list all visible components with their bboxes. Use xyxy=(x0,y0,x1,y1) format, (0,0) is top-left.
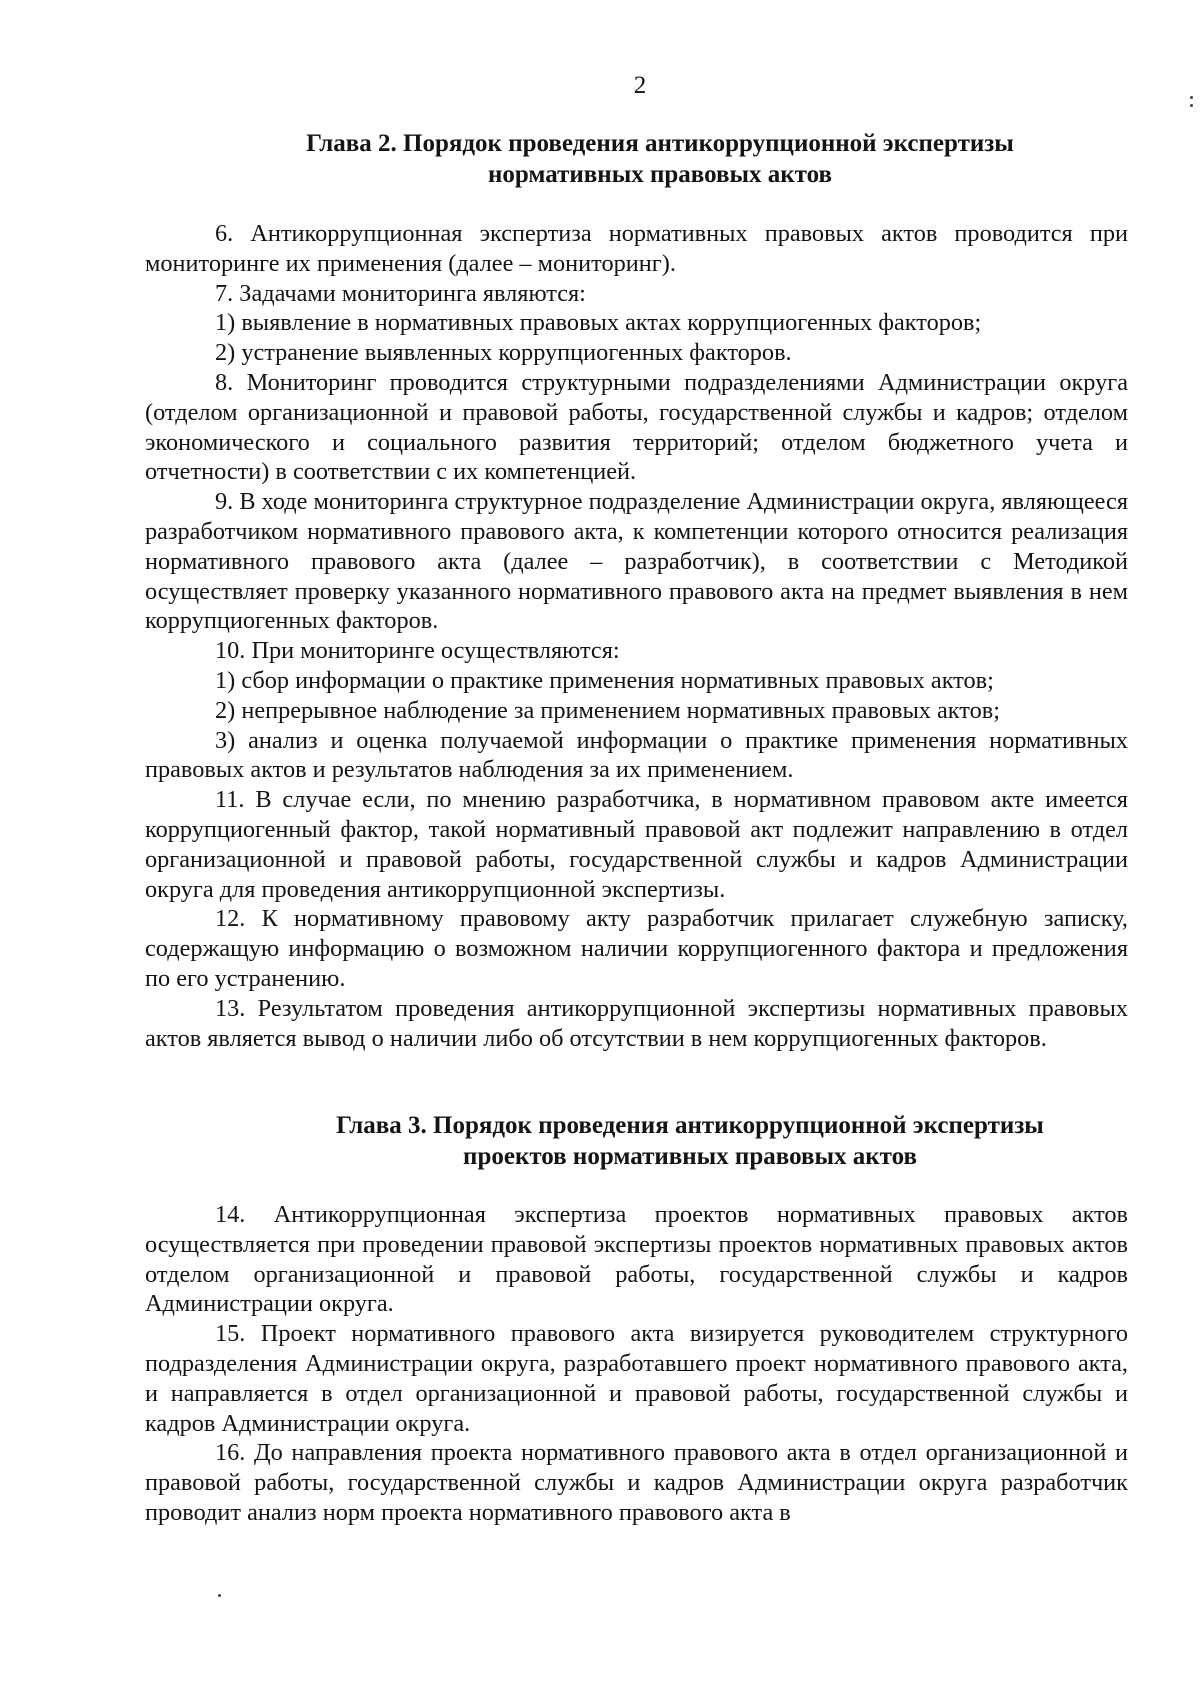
chapter-3-heading xyxy=(190,1110,1190,1172)
paragraph-7-item-1: 1) выявление в нормативных правовых актах коррупциогенных факторов; xyxy=(215,309,982,337)
chapter-2-title-line-1: Глава 2. Порядок проведения антикоррупционной экспертизы xyxy=(306,130,1014,157)
page-number: 2 xyxy=(633,72,647,99)
paragraph-12: 12. К нормативному правовому акту разработчик прилагает служебную записку, содержащую информацию о возможном наличии коррупциогенного фактора и предложения по его устранению. xyxy=(145,905,1128,992)
paragraph-7-item-2: 2) устранение выявленных коррупциогенных факторов. xyxy=(215,339,792,367)
paragraph-15: 15. Проект нормативного правового акта визируется руководителем структурного подразделения Администрации округа, разработавшего проект нормативного правового акта, и направляется в отдел организационной и правовой работы, государственной службы и кадров Администрации округа. xyxy=(145,1320,1128,1437)
paragraph-10: 10. При мониторинге осуществляются: xyxy=(215,637,620,665)
paragraph-10-item-2: 2) непрерывное наблюдение за применением нормативных правовых актов; xyxy=(215,696,1000,724)
chapter-3-title-line-1: Глава 3. Порядок проведения антикоррупционной экспертизы xyxy=(336,1112,1044,1139)
paragraph-10-item-1: 1) сбор информации о практике применения нормативных правовых актов; xyxy=(215,666,994,694)
paragraph-13: 13. Результатом проведения антикоррупционной экспертизы нормативных правовых актов является вывод о наличии либо об отсутствии в нем коррупциогенных факторов. xyxy=(145,994,1128,1052)
paragraph-11: 11. В случае если, по мнению разработчика, в нормативном правовом акте имеется коррупциогенный фактор, такой нормативный правовой акт подлежит направлению в отдел организационной и правовой работы, государственной службы и кадров Администрации округа для проведения антикоррупционной экспертизы. xyxy=(145,786,1128,903)
scan-speck-mark xyxy=(218,1594,221,1597)
paragraph-7: 7. Задачами мониторинга являются: xyxy=(215,279,586,307)
paragraph-10-item-3: 3) анализ и оценка получаемой информации о практике применения нормативных правовых актов и результатов наблюдения за их применением. xyxy=(145,726,1128,784)
scan-speck-mark xyxy=(1190,104,1193,107)
paragraph-6: 6. Антикоррупционная экспертиза нормативных правовых актов проводится при мониторинге их применения (далее – мониторинг). xyxy=(145,220,1128,277)
chapter-2-body xyxy=(145,219,1128,1053)
paragraph-8: 8. Мониторинг проводится структурными подразделениями Администрации округа (отделом организационной и правовой работы, государственной службы и кадров; отделом экономического и социального развития территорий; отделом бюджетного учета и отчетности) в соответствии с их компетенцией. xyxy=(145,368,1128,486)
chapter-2-title-line-2: нормативных правовых актов xyxy=(487,161,833,188)
chapter-3-title-line-2: проектов нормативных правовых актов xyxy=(463,1143,917,1170)
paragraph-14: 14. Антикоррупционная экспертиза проектов нормативных правовых актов осуществляется при проведении правовой экспертизы проектов нормативных правовых актов отделом организационной и правовой работы, государственной службы и кадров Администрации округа. xyxy=(145,1201,1128,1318)
chapter-3-body xyxy=(145,1200,1128,1528)
paragraph-16: 16. До направления проекта нормативного правового акта в отдел организационной и правовой работы, государственной службы и кадров Администрации округа разработчик проводит анализ норм проекта нормативного правового акта в xyxy=(145,1439,1128,1526)
scan-speck-mark xyxy=(1190,96,1193,99)
chapter-2-heading xyxy=(160,128,1160,190)
paragraph-9: 9. В ходе мониторинга структурное подразделение Администрации округа, являющееся разработчиком нормативного правового акта, к компетенции которого относится реализация нормативного правового акта (далее – разработчик), в соответствии с Методикой осуществляет проверку указанного нормативного правового акта на предмет выявления в нем коррупциогенных факторов. xyxy=(145,488,1128,635)
